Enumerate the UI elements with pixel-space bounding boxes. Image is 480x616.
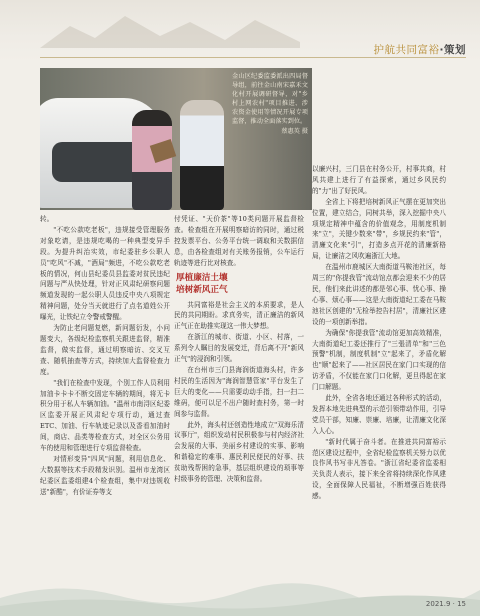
- paragraph: 付凭证、"天价茶"等10类问题开展监督检查。检查组在开展明察暗访的同时，通过税控发票平台、公务平台统一调取和关数据信息，由各检查组对有关账务报销，公车运行轨迹等进行比对核查。: [174, 215, 304, 267]
- photo-caption: 金山区纪委监委派出四局督导组，前往金山南宋嘉禾文化村开展调研督导，对"乡村上网农村"项目推进、涉农资金使用等情况开展专项监督，推动全面落实到位。 蔡惠英 摄: [232, 73, 308, 135]
- header-divider: [40, 57, 466, 58]
- paragraph: 为防止老问题复燃，新问题衍发，小问题变大，各级纪检监察机关跟进监督，精准监督，做实监督，通过明察暗访、交叉互查、随机抽查等方式，持续加大监督检查力度。: [40, 324, 170, 376]
- photo-credit: 蔡惠英 摄: [281, 128, 308, 135]
- section-subheading: 厚植廉洁土壤 培树新风正气: [176, 272, 228, 295]
- page-header: [0, 0, 480, 62]
- section-title: 护航共同富裕·策划: [373, 44, 466, 56]
- paragraph: 此外，全省各地还通过各种形式的活动，发挥本地先进典型的示范引领带动作用，引导党员干部，知廉、崇廉、培廉，让清廉文化深入人心。: [312, 394, 446, 435]
- paragraph: "我们在检查中发现，个别工作人员利用加油卡卡卡不断交固定车辆的期间，将无卡积分用于私人车辆加油。"温州市南浔区纪委区监委开展正风肃纪专项行动，通过查ETC、加油、行车轨迹记录以及香看加油时间，商店、品类等检查方式，对全区公务用车的使用和管理进行专项监督检查。: [40, 378, 170, 453]
- text-column-1: [40, 214, 170, 498]
- text-column-2: [174, 214, 304, 485]
- paragraph: 转。: [40, 215, 54, 223]
- paragraph: "不吃公款吃老板"，违规接受管理服务对象吃请，是违规吃喝的一种典型变异手段。为提升纠治实效，市纪委驻乡公职人员"吃风"不减，"酒局"频进，不吃公款吃老板的情况，何山县纪委员县监委对贫民违纪问题与严从快处理，针对正风肃纪研察问题频道发现的一起公职人员违反中央八项规定精神问题，处分当天就进行了点名道姓公开曝光，让铁纪立令警戒警醒。: [40, 225, 170, 322]
- paragraph: 在浙江的城市、街道、小区、村落，一系列令人瞩目的发展变迁，背后离不开"新风正气"的浸润和引领。: [174, 333, 304, 364]
- page-number: 2021.9 · 15: [425, 600, 466, 608]
- paragraph: 对情形变异"四风"问题，利用信息化、大数据等技术手段精发识别。温州市龙湾区纪委区监委组建4个检查组，集中对违规收送"新酷"，有价证券等支: [40, 454, 170, 496]
- article-photo: [40, 68, 312, 210]
- text-column-3: [312, 164, 446, 502]
- paragraph: 在温州市鹿城区大南街道马鞍池社区，每周三的"你提我管"流动馆点都会迎来不少的居民，他们来此讲述的都是邻心事、忧心事、操心事、烦心事——这是大南街道纪工委在马鞍池社区创建的"无检举控告村居"，清廉社区建设的一项创新举措。: [312, 263, 446, 326]
- paragraph: 在台州市三门县海润街道海头村，许多村民的生活因为"海润智慧管家"平台发生了巨大的变化——只需要动动手指，扫一扫二维码，便可以足不出户随时查村务，第一时间参与监督。: [174, 365, 304, 418]
- paragraph: 共同富裕是社会主义的本质要求，是人民的共同期盼。求真务实，清正廉洁的新风正气正在助推实现这一伟大梦想。: [174, 300, 304, 331]
- paragraph: "新时代属于奋斗者。在推进共同富裕示范区建设过程中，全省纪检监察机关努力以优良作风书写非凡答卷。"浙江省纪委省监委相关负责人表示，接下来全省将持续深化作风建设，全面保障人民福祉，不断增强百姓获得感。: [312, 437, 446, 501]
- mountain-watermark-icon: [40, 8, 300, 48]
- paragraph: 此外，海头村还创造性地成立"双海乐清议事厅"，组织发动村民积极参与村内经济社会发展的大事、美丽乡村建设的实事、影响和谐稳定的难事、惠民利民便民的好事、扶贫助残帮困的急事，基层组织建设的琐事等村级事务的管理、决策和监督。: [174, 420, 304, 484]
- paragraph: 为确保"你提我管"流动馆更加高效精准，大南街道纪工委还推行了"三張清单"和"三色预警"机制，制度机制"立"起来了，矛盾化解也"顺"起来了——社区居民在家门口实现的信访矛盾，不仅能在家门口化解，更旦得起在家门口解题。: [312, 328, 446, 392]
- paragraph: 全省上下将把培树新风正气摆在更加突出位置，建立结合，同树共举，深入挖掘中央八项规定精神中蕴含的价值观念，用制度机制来"立"，关键少数来"带"，乡规民约来"管"，清廉文化来"引"，打造多点开花的清廉新格局，让廉洁之风吹遍浙江大地。: [312, 197, 446, 261]
- landscape-footer-icon: [0, 570, 480, 616]
- person-right: [180, 100, 224, 210]
- person-left: [132, 110, 172, 210]
- paragraph: 以廉兴村，三门县在村务公开，村事共商，村风共建上进行了有益探索，通过乡风民约的"力"出了好民风。: [312, 165, 446, 195]
